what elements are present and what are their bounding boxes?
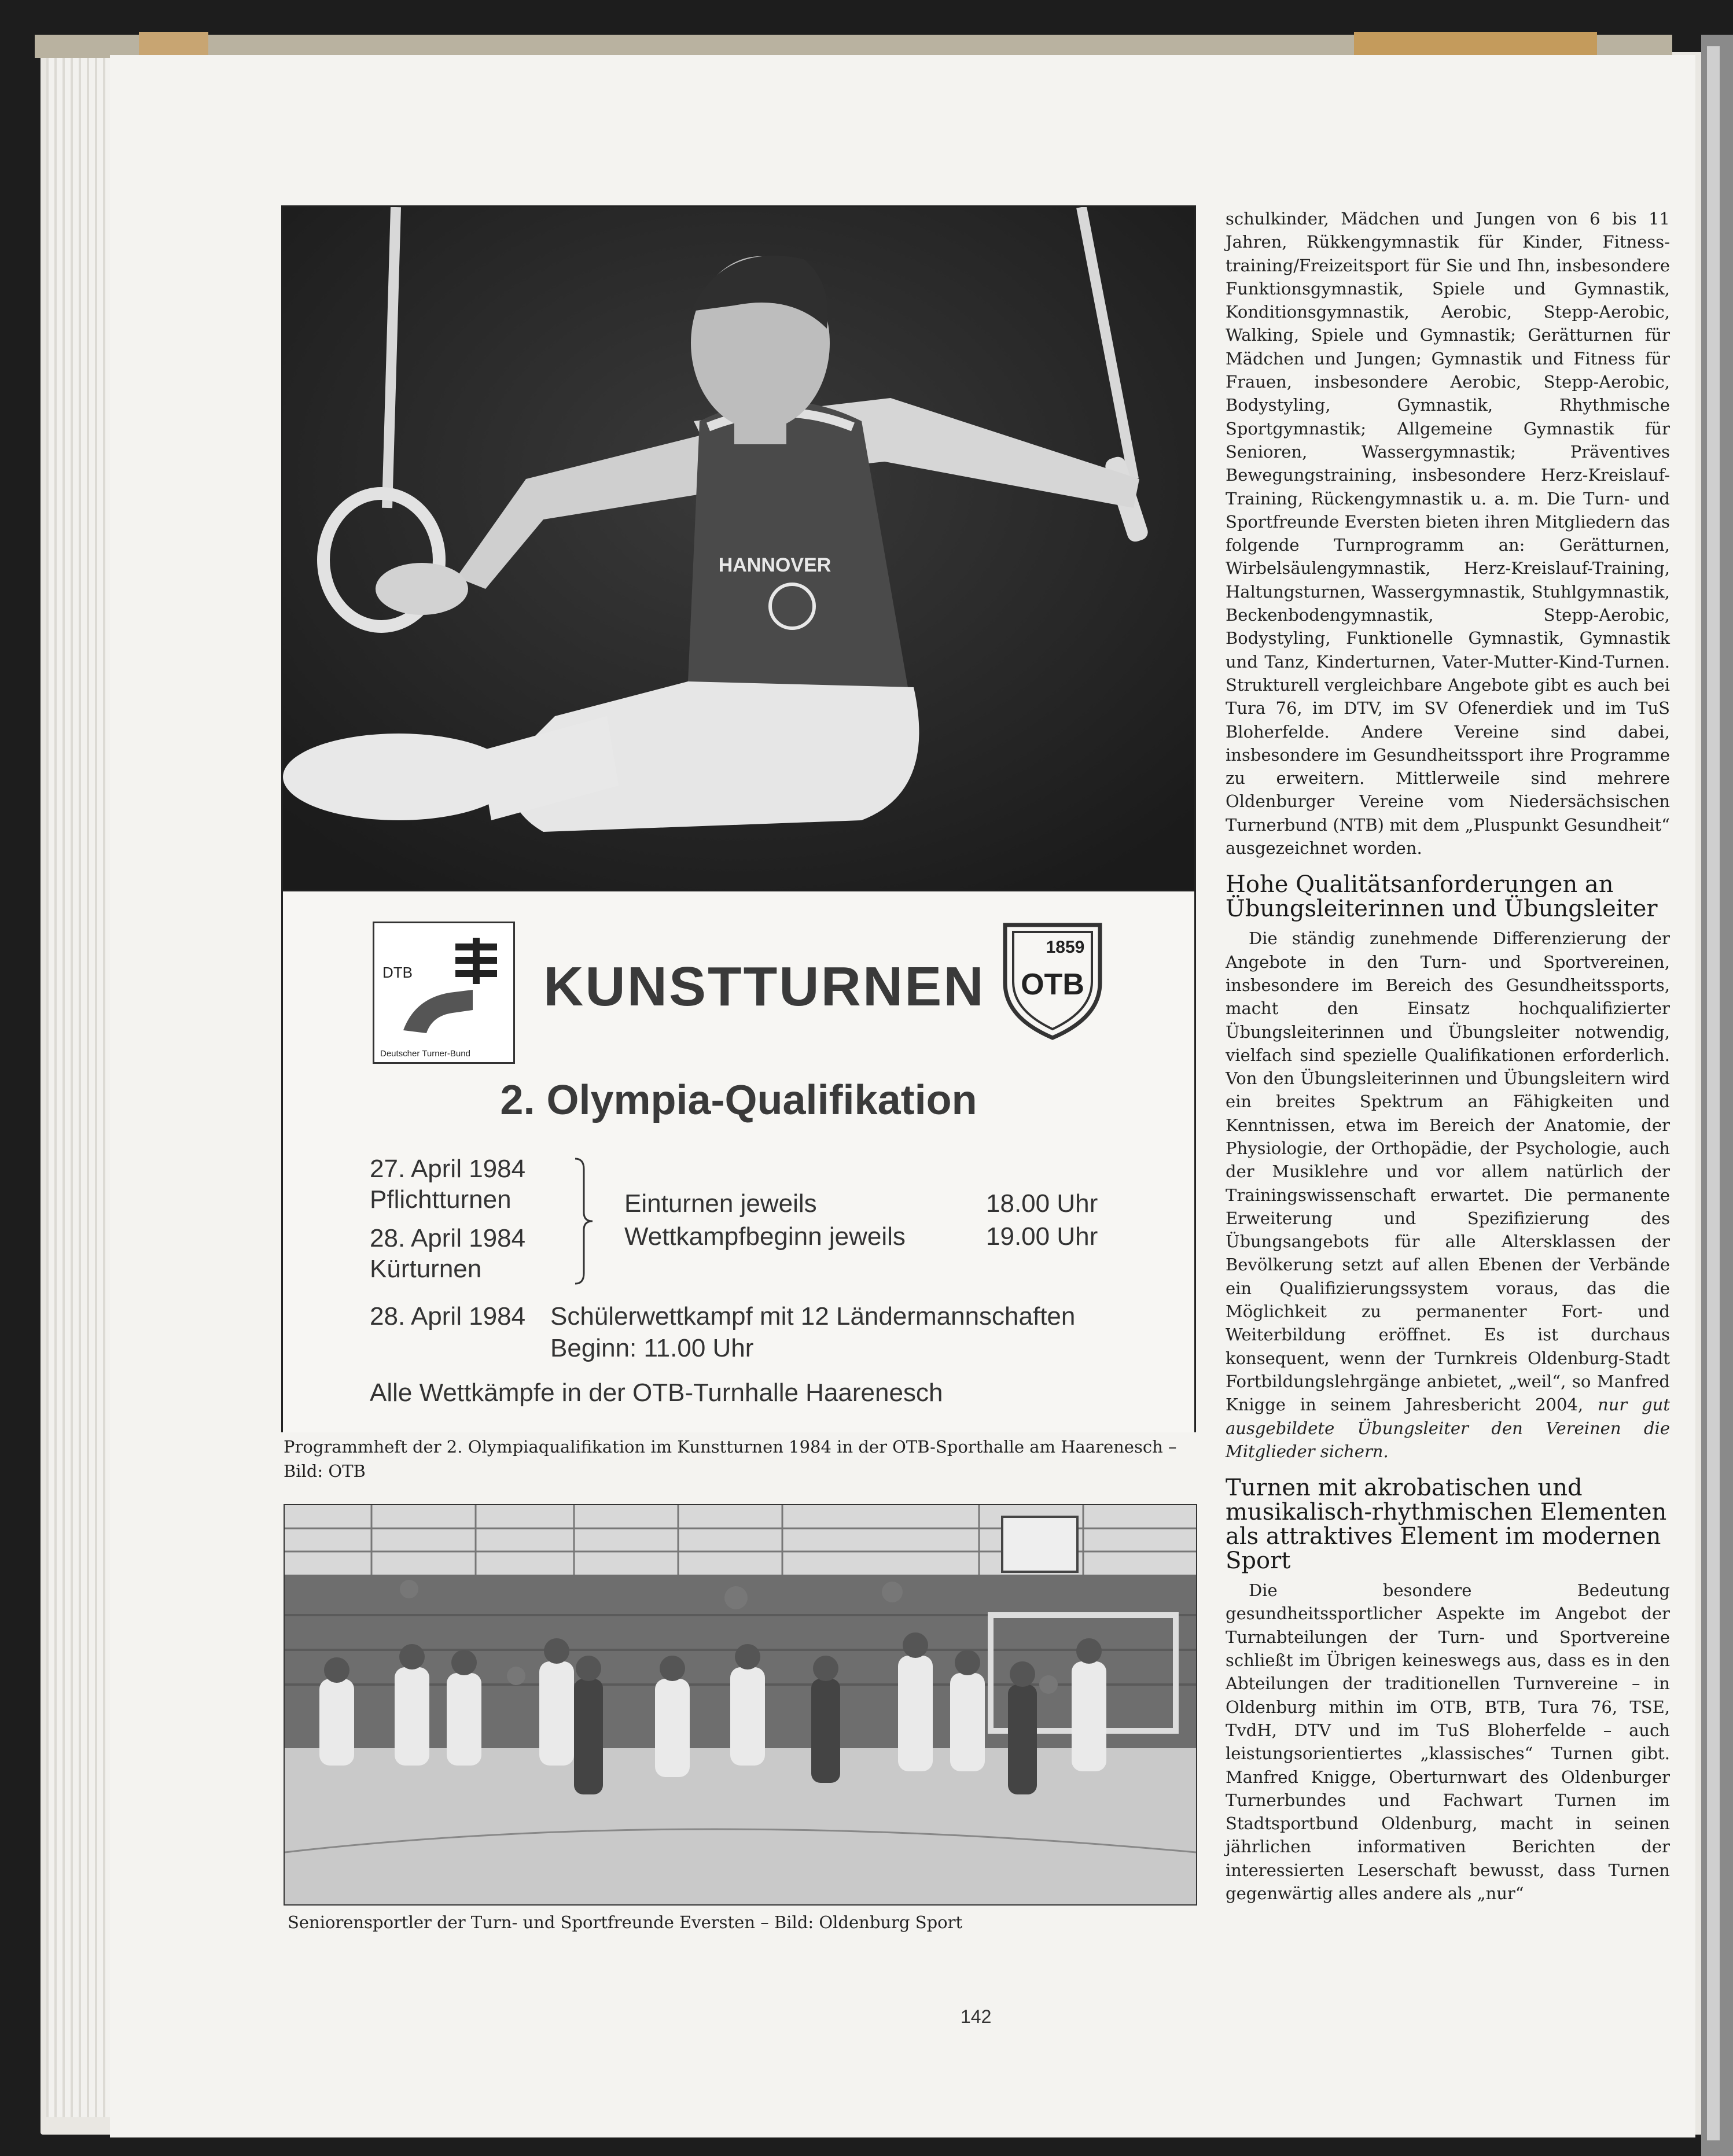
article-paragraph-2-quote: nur gut ausgebildete Übungsleiter den Vereinen die Mitglieder sichern.: [1226, 1395, 1670, 1461]
gymnast-rings-photo: [283, 207, 1194, 890]
program-ad: [281, 205, 1196, 1432]
ad-caption-line-1: Programmheft der 2. Olympiaqualifikation im Kunstturnen 1984 in der OTB-Sporthalle am Haarenesch –: [284, 1437, 1177, 1457]
otb-logo: [1000, 919, 1105, 1041]
warmup-time: 18.00 Uhr: [986, 1189, 1098, 1218]
article-paragraph-1: schulkinder, Mädchen und Jungen von 6 bis 11 Jahren, Rükkengymnastik für Kinder, Fitness-training/Freizeitsport für Sie und Ihn, insbesondere Funktionsgymnastik, Spiele und Gymnastik, Konditionsgymnastik, Aerobic, Stepp-Aerobic, Walking, Spiele und Gymnastik; Gerätturnen für Mädchen und Jungen; Gymnastik und Fitness für Frauen, insbesondere Aerobic, Stepp-Aerobic, Bodystyling, Gymnastik, Rhythmische Sportgymnastik; Allgemeine Gymnastik für Senioren, Wassergymnastik; Präventives Bewegungstraining, insbesondere Herz-Kreislauf-Training, Rückengymnastik u. a. m. Die Turn- und Sportfreunde Eversten bieten ihren Mitgliedern das folgende Turnprogramm an: Gerätturnen, Wirbelsäulengymnastik, Herz-Kreislauf-Training, Haltungsturnen, Wassergymnastik, Stuhlgymnastik, Beckenbodengymnastik, Stepp-Aerobic, Bodystyling, Funktionelle Gymnastik, Gymnastik und Tanz, Kinderturnen, Vater-Mutter-Kind-Turnen. Strukturell vergleichbare Angebote gibt es auch bei Tura 76, im DTV, im SV Ofenerdiek und im TuS Bloherfelde. Andere Vereine sind dabei, insbesondere im Gesundheitssport ihre Programme zu erweitern. Mittlerweile sind mehrere Oldenburger Vereine vom Niedersächsischen Turnerbund (NTB) mit dem „Pluspunkt Gesundheit“ ausgezeichnet worden.: [1226, 209, 1670, 858]
bookmark-tab-right: [1354, 32, 1597, 55]
event-2: Kürturnen: [370, 1255, 482, 1283]
gymnast-illustration: [283, 207, 1194, 890]
ad-subtitle: 2. Olympia-Qualifikation: [500, 1077, 977, 1123]
ad-title: KUNSTTURNEN: [543, 956, 985, 1018]
warmup-label: Einturnen jeweils: [624, 1189, 817, 1218]
otb-year: 1859: [1046, 938, 1085, 957]
book-right-edge-inner: [1707, 46, 1720, 2140]
dtb-logo-text: DTB: [382, 964, 413, 981]
brace-icon: [572, 1158, 595, 1285]
school-competition: Schülerwettkampf mit 12 Ländermannschaften: [550, 1302, 1076, 1331]
date-1: 27. April 1984: [370, 1155, 526, 1183]
page-edges: [46, 58, 116, 2117]
article-paragraph-2: [1226, 927, 1670, 1463]
ad-caption: [284, 1435, 1177, 1483]
school-start: Beginn: 11.00 Uhr: [550, 1334, 754, 1362]
seniors-gym-photo: [284, 1504, 1197, 1906]
article-heading-1: Hohe Qualitätsanforderungen an Übungsleiterinnen und Übungsleiter: [1226, 871, 1658, 923]
ad-text-panel: [283, 890, 1194, 1432]
dtb-logo: [373, 922, 515, 1064]
gym-illustration: [285, 1505, 1196, 1904]
article-paragraph-2-text: Die ständig zunehmende Differenzierung der Angebote in den Turn- und Sportvereinen, insbesondere im Bereich des Gesundheitssports, macht den Einsatz hochqualifizierter Übungsleiterinnen und Übungsleiter notwendig, vielfach sind spezielle Qualifikationen erforderlich. Von den Übungsleiterinnen und Übungsleitern wird ein breites Spektrum an Fähigkeiten und Kenntnissen, etwa im Bereich der Anatomie, der Physiologie, der Orthopädie, der Psychologie, auch der Musiklehre und vor allem natürlich der Trainingswissenschaft erwartet. Die permanente Erweiterung und Spezifizierung des Übungsangebots für alle Altersklassen der Bevölkerung setzt auf allen Ebenen der Verbände ein Qualifizierungssystem voraus, das die Möglichkeit zu permanenter Fort- und Weiterbildung eröffnet. Es ist durchaus konsequent, wenn der Turnkreis Oldenburg-Stadt Fortbildungslehrgänge anbietet, „weil“, so Manfred Knigge in seinem Jahresbericht 2004,: [1226, 928, 1670, 1415]
venue: Alle Wettkämpfe in der OTB-Turnhalle Haarenesch: [370, 1379, 943, 1407]
article-paragraph-3: Die besondere Bedeutung gesundheitssportlicher Aspekte im Angebot der Turnabteilungen der Turn- und Sportvereine schließt im Übrigen keineswegs aus, dass es in den Abteilungen der traditionellen Turnvereine – in Oldenburg mithin im OTB, BTB, Tura 76, TSE, TvdH, DTV und im TuS Bloherfelde – auch leistungsorientiertes „klassisches“ Turnen gibt. Manfred Knigge, Oberturnwart des Oldenburger Turnerbundes und Fachwart Turnen im Stadtsportbund Oldenburg, macht in seinen jährlichen informativen Berichten der interessierten Leserschaft bewusst, dass Turnen gegenwärtig alles andere als „nur“: [1226, 1580, 1670, 1903]
date-3: 28. April 1984: [370, 1302, 526, 1331]
start-label: Wettkampfbeginn jeweils: [624, 1222, 906, 1251]
article-heading-2: Turnen mit akrobatischen und musikalisch-rhythmischen Elementen als attraktives Element im modernen Sport: [1226, 1475, 1667, 1575]
bookmark-tab-left: [139, 32, 208, 55]
start-time: 19.00 Uhr: [986, 1222, 1098, 1251]
page-number: 142: [961, 2006, 992, 2027]
event-1: Pflichtturnen: [370, 1185, 512, 1214]
shirt-text: HANNOVER: [718, 554, 831, 576]
otb-letters: OTB: [1021, 968, 1084, 1001]
ad-caption-line-2: Bild: OTB: [284, 1461, 366, 1481]
article-column: [1226, 207, 1670, 1905]
dtb-emblem-icon: [398, 935, 513, 1039]
date-2: 28. April 1984: [370, 1224, 526, 1252]
gym-caption: Seniorensportler der Turn- und Sportfreunde Eversten – Bild: Oldenburg Sport: [288, 1912, 963, 1932]
dtb-logo-subtitle: Deutscher Turner-Bund: [380, 1049, 470, 1059]
